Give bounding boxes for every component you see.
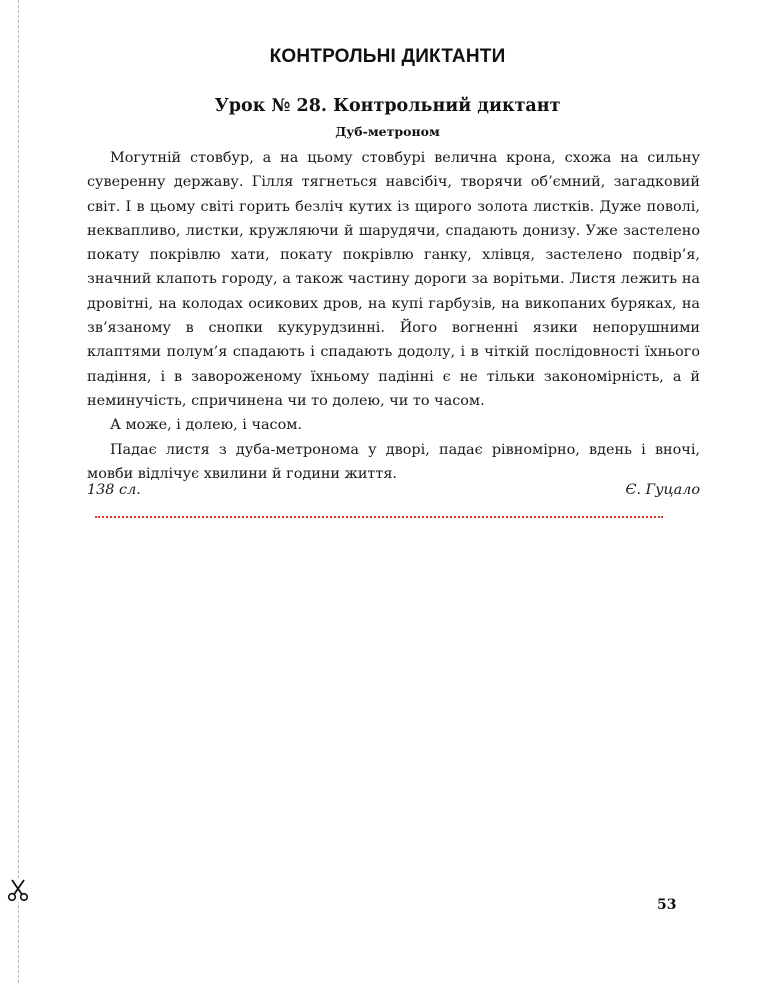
dictation-text bbox=[87, 146, 700, 486]
cut-line bbox=[18, 0, 19, 983]
lesson-title: Урок № 28. Контрольний диктант bbox=[214, 96, 561, 116]
author: Є. Гуцало bbox=[625, 482, 700, 498]
paragraph-3: Падає листя з дуба-метронома у дворі, падає рівномірно, вдень і вночі, мовби відлічує хвилини й години життя. bbox=[87, 441, 700, 482]
word-count: 138 сл. bbox=[87, 482, 141, 498]
dictation-title: Дуб-метроном bbox=[335, 124, 440, 139]
paragraph-1: Могутній стовбур, а на цьому стовбурі велична крона, схожа на сильну суверенну державу. Гілля тягнеться навсібіч, творячи об’ємний, загадковий світ. І в цьому світі горить безліч кутих із щирого золота листків. Дуже поволі, неквапливо, листки, кружляючи й шарудячи, спадають донизу. Уже застелено покату покрівлю хати, покату покрівлю ганку, хлівця, застелено подвір’я, значний клапоть городу, а також частину дороги за ворітьми. Листя лежить на дровітні, на колодах осикових дров, на купі гарбузів, на викопаних буряках, на зв’язаному в снопки кукурудзинні. Його вогненні язики непорушними клаптями полум’я спадають і спадають додолу, і в чіткій послідовності їхнього падіння, і в завороженому їхньому падінні є не тільки закономірність, а й неминучість, спричинена чи то долею, чи то часом. bbox=[87, 150, 700, 409]
page-heading: КОНТРОЛЬНІ ДИКТАНТИ bbox=[269, 46, 506, 67]
signature-row bbox=[87, 482, 700, 498]
dotted-rule bbox=[95, 516, 663, 518]
paragraph-2: А може, і долею, і часом. bbox=[110, 417, 303, 434]
scissors-icon bbox=[7, 878, 29, 902]
page-number: 53 bbox=[657, 897, 677, 913]
